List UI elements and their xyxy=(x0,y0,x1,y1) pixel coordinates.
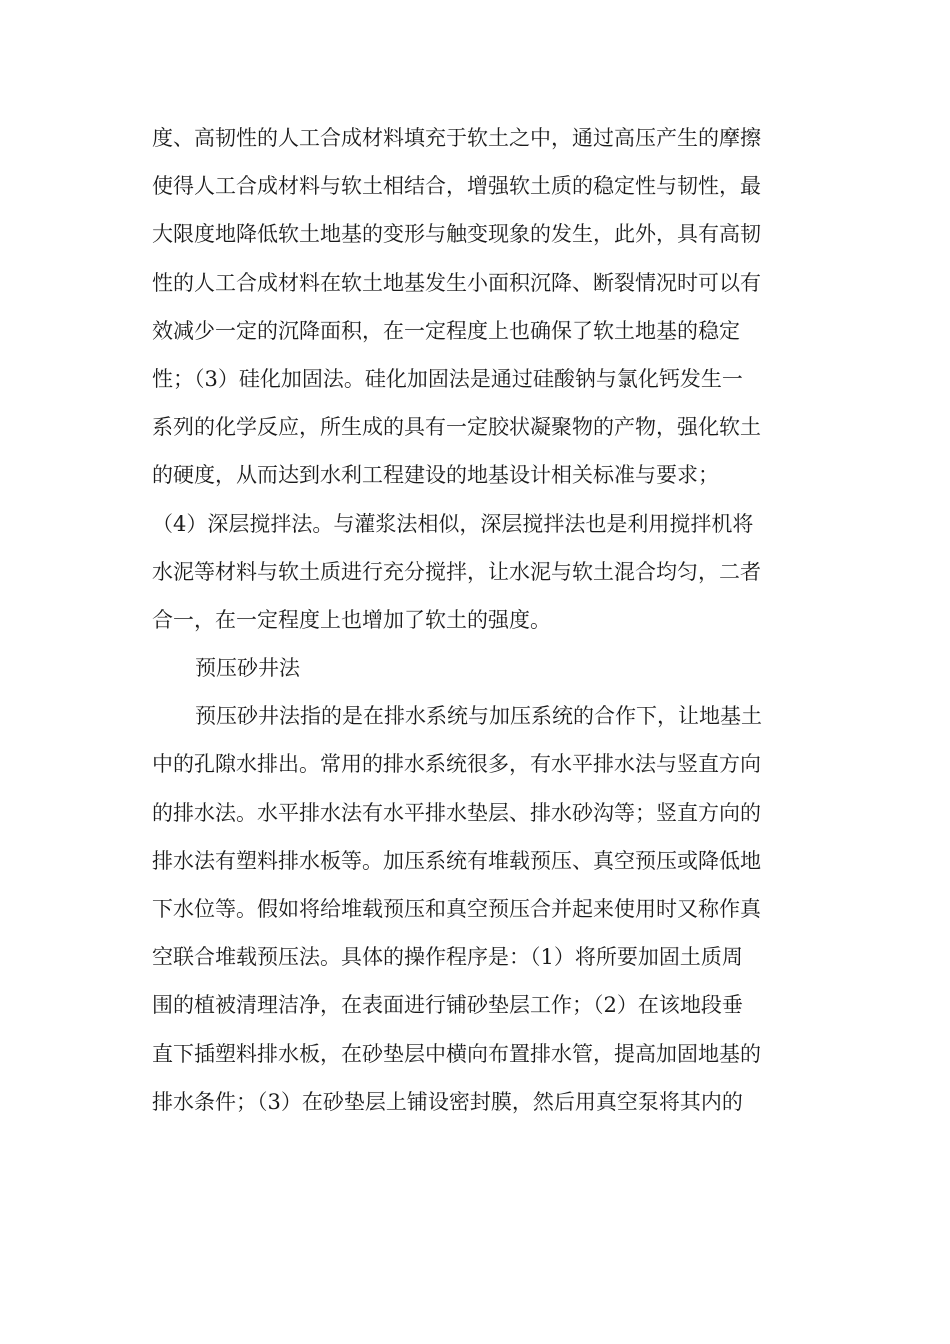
text-line: 预压砂井法指的是在排水系统与加压系统的合作下，让地基土 xyxy=(195,704,762,729)
section-heading: 预压砂井法 xyxy=(195,656,300,681)
text-line: 大限度地降低软土地基的变形与触变现象的发生，此外，具有高韧 xyxy=(152,222,761,247)
text-line: 的硬度，从而达到水利工程建设的地基设计相关标准与要求； xyxy=(152,463,719,488)
text-line: 使得人工合成材料与软土相结合，增强软土质的稳定性与韧性，最 xyxy=(152,174,761,199)
paragraph-preloading-sand-well xyxy=(152,692,812,1126)
text-line: 水泥等材料与软土质进行充分搅拌，让水泥与软土混合均匀，二者 xyxy=(152,559,761,584)
text-line: 系列的化学反应，所生成的具有一定胶状凝聚物的产物，强化软土 xyxy=(152,415,761,440)
text-line: 合一，在一定程度上也增加了软土的强度。 xyxy=(152,607,551,632)
text-line: 性的人工合成材料在软土地基发生小面积沉降、断裂情况时可以有 xyxy=(152,270,761,295)
text-line: 效减少一定的沉降面积，在一定程度上也确保了软土地基的稳定 xyxy=(152,318,740,343)
text-line: 排水法有塑料排水板等。加压系统有堆载预压、真空预压或降低地 xyxy=(152,848,761,873)
text-line: 排水条件；（3）在砂垫层上铺设密封膜，然后用真空泵将其内的 xyxy=(152,1089,743,1114)
text-line: 空联合堆载预压法。具体的操作程序是：（1）将所要加固土质周 xyxy=(152,945,743,970)
text-line: 性；（3）硅化加固法。硅化加固法是通过硅酸钠与氯化钙发生一 xyxy=(152,366,743,391)
text-line: 直下插塑料排水板，在砂垫层中横向布置排水管，提高加固地基的 xyxy=(152,1041,761,1066)
text-line: 度、高韧性的人工合成材料填充于软土之中，通过高压产生的摩擦 xyxy=(152,126,761,150)
text-line: （4）深层搅拌法。与灌浆法相似，深层搅拌法也是利用搅拌机将 xyxy=(152,511,754,536)
text-line: 围的植被清理洁净，在表面进行铺砂垫层工作；（2）在该地段垂 xyxy=(152,993,743,1018)
text-line: 中的孔隙水排出。常用的排水系统很多，有水平排水法与竖直方向 xyxy=(152,752,761,777)
text-line: 的排水法。水平排水法有水平排水垫层、排水砂沟等；竖直方向的 xyxy=(152,800,761,825)
body-text xyxy=(152,114,812,1126)
text-line: 下水位等。假如将给堆载预压和真空预压合并起来使用时又称作真 xyxy=(152,897,761,921)
paragraph-soft-soil-methods xyxy=(152,114,812,644)
